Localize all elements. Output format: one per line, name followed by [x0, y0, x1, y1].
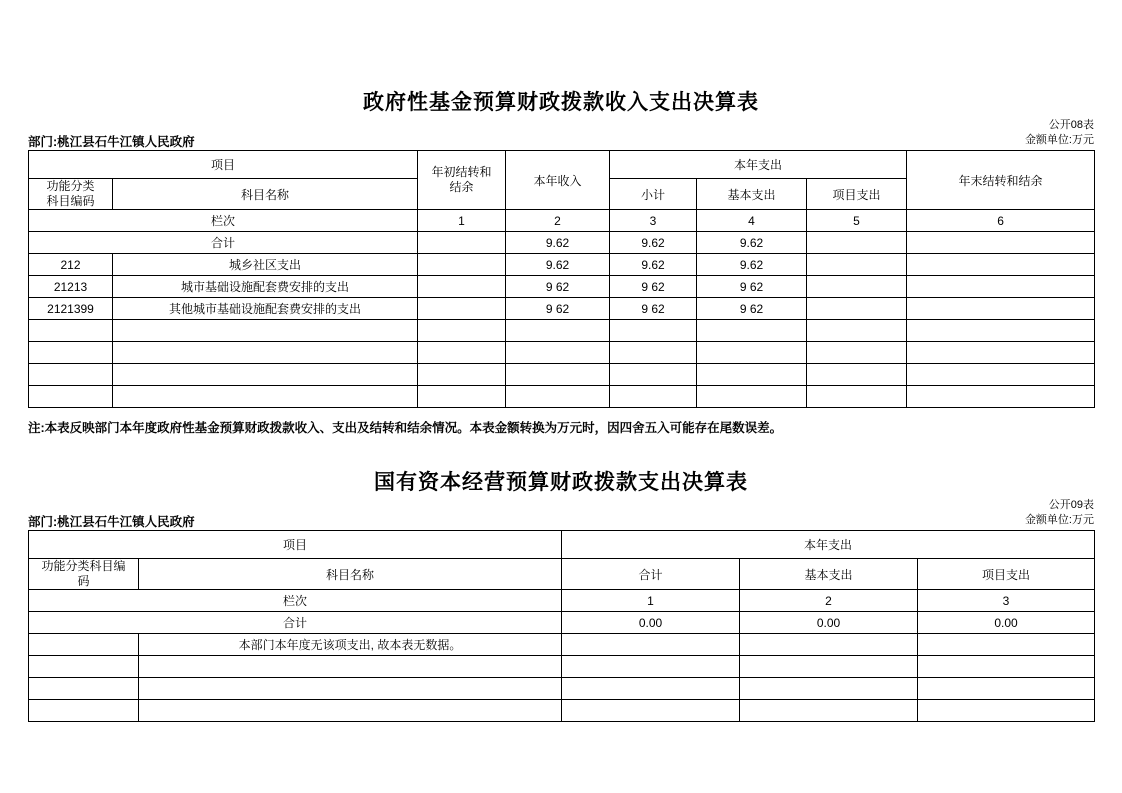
table2-title: 国有资本经营预算财政拨款支出决算表	[374, 471, 748, 494]
table1-total-subtotal: 9.62	[610, 232, 697, 254]
table2-meta-right	[1025, 498, 1094, 528]
table1-header-year-income: 本年收入	[506, 151, 610, 210]
table1-total-label: 合计	[29, 232, 418, 254]
table2-amount-unit: 金额单位:万元	[1024, 514, 1094, 526]
table2-col-num-1: 1	[562, 590, 740, 612]
table2-col-num-2: 2	[740, 590, 918, 612]
table1-department: 部门:桃江县石牛江镇人民政府	[28, 135, 195, 149]
budget-fund-table-section	[28, 0, 1094, 436]
table1-row1-end-balance	[907, 276, 1095, 298]
table1-row1-begin-balance	[418, 276, 506, 298]
table1-row0-project-expense	[807, 254, 907, 276]
table2	[28, 530, 1095, 722]
table1-header-project-expense: 项目支出	[807, 179, 907, 210]
table1-row2-name: 其他城市基础设施配套费安排的支出	[113, 298, 418, 320]
table2-header-project: 项目	[29, 531, 562, 559]
table1-total-begin-balance	[418, 232, 506, 254]
table-row	[29, 298, 1095, 320]
table1-row0-name: 城乡社区支出	[113, 254, 418, 276]
table1-header-begin-balance: 年初结转和 结余	[418, 151, 506, 210]
table1-row0-code: 212	[29, 254, 113, 276]
table1-row0-basic-expense: 9.62	[697, 254, 807, 276]
table2-header-basic-expense: 基本支出	[740, 559, 918, 590]
table2-header-year-expense: 本年支出	[562, 531, 1095, 559]
table2-header-total: 合计	[562, 559, 740, 590]
table1-row2-code: 2121399	[29, 298, 113, 320]
table2-header-subject-name: 科目名称	[139, 559, 562, 590]
table1-col-num-4: 4	[697, 210, 807, 232]
table1-row2-subtotal: 9 62	[610, 298, 697, 320]
table2-total-label: 合计	[29, 612, 562, 634]
table-row	[29, 386, 1095, 408]
table1-row0-subtotal: 9.62	[610, 254, 697, 276]
table1-row1-subtotal: 9 62	[610, 276, 697, 298]
table2-no-data-statement: 本部门本年度无该项支出, 故本表无数据。	[139, 634, 562, 656]
table1-total-row	[29, 232, 1095, 254]
table2-col-num-3: 3	[918, 590, 1095, 612]
table1-header-basic-expense: 基本支出	[697, 179, 807, 210]
table1-note: 注:本表反映部门本年度政府性基金预算财政拨款收入、支出及结转和结余情况。本表金额转换为万元时，因四舍五入可能存在尾数误差。	[28, 421, 783, 435]
table-row	[29, 254, 1095, 276]
table1-row2-end-balance	[907, 298, 1095, 320]
table1-title: 政府性基金预算财政拨款收入支出决算表	[363, 91, 759, 114]
table1-header-subtotal: 小计	[610, 179, 697, 210]
table1-col-num-6: 6	[907, 210, 1095, 232]
table1-amount-unit: 金额单位:万元	[1024, 134, 1094, 146]
table1-row0-end-balance	[907, 254, 1095, 276]
table1-header-end-balance: 年末结转和结余	[907, 151, 1095, 210]
table1-total-project-expense	[807, 232, 907, 254]
table1-row2-basic-expense: 9 62	[697, 298, 807, 320]
table1-header-year-expense: 本年支出	[610, 151, 907, 179]
table2-header-func-code: 功能分类科目编 码	[29, 559, 139, 590]
table1-header-row-1	[29, 151, 1095, 179]
table2-column-number-row	[29, 590, 1095, 612]
table-row	[29, 700, 1095, 722]
table1-column-number-row	[29, 210, 1095, 232]
table2-header-row-1	[29, 531, 1095, 559]
table1-col-num-2: 2	[506, 210, 610, 232]
table-row	[29, 342, 1095, 364]
table2-meta	[28, 496, 1094, 530]
table1-header-project: 项目	[29, 151, 418, 179]
table2-header-row-2	[29, 559, 1095, 590]
table1-column-label: 栏次	[29, 210, 418, 232]
table2-total-basic-expense: 0.00	[740, 612, 918, 634]
table1-row2-project-expense	[807, 298, 907, 320]
table1-row2-begin-balance	[418, 298, 506, 320]
table1-row2-year-income: 9 62	[506, 298, 610, 320]
table1-col-num-1: 1	[418, 210, 506, 232]
table1-total-year-income: 9.62	[506, 232, 610, 254]
table2-total-row	[29, 612, 1095, 634]
table2-column-label: 栏次	[29, 590, 562, 612]
table1-row0-begin-balance	[418, 254, 506, 276]
table2-department: 部门:桃江县石牛江镇人民政府	[28, 515, 195, 529]
table-row	[29, 276, 1095, 298]
table1-col-num-3: 3	[610, 210, 697, 232]
table-row	[29, 364, 1095, 386]
state-capital-table-section	[28, 436, 1094, 722]
table1-row0-year-income: 9.62	[506, 254, 610, 276]
table1-row1-code: 21213	[29, 276, 113, 298]
table2-statement-row	[29, 634, 1095, 656]
table1	[28, 150, 1095, 408]
table1-row1-name: 城市基础设施配套费安排的支出	[113, 276, 418, 298]
table-row	[29, 678, 1095, 700]
table-row	[29, 656, 1095, 678]
table1-row1-basic-expense: 9 62	[697, 276, 807, 298]
table2-total-total: 0.00	[562, 612, 740, 634]
table-row	[29, 320, 1095, 342]
table1-header-func-code: 功能分类 科目编码	[29, 179, 113, 210]
table1-header-subject-name: 科目名称	[113, 179, 418, 210]
table2-form-number: 公开09表	[1048, 499, 1094, 511]
table1-total-end-balance	[907, 232, 1095, 254]
table1-row1-project-expense	[807, 276, 907, 298]
table1-row1-year-income: 9 62	[506, 276, 610, 298]
table1-form-number: 公开08表	[1048, 119, 1094, 131]
table1-col-num-5: 5	[807, 210, 907, 232]
table1-meta	[28, 116, 1094, 150]
table1-total-basic-expense: 9.62	[697, 232, 807, 254]
table1-meta-right	[1025, 118, 1094, 148]
table2-total-project-expense: 0.00	[918, 612, 1095, 634]
table2-header-project-expense: 项目支出	[918, 559, 1095, 590]
